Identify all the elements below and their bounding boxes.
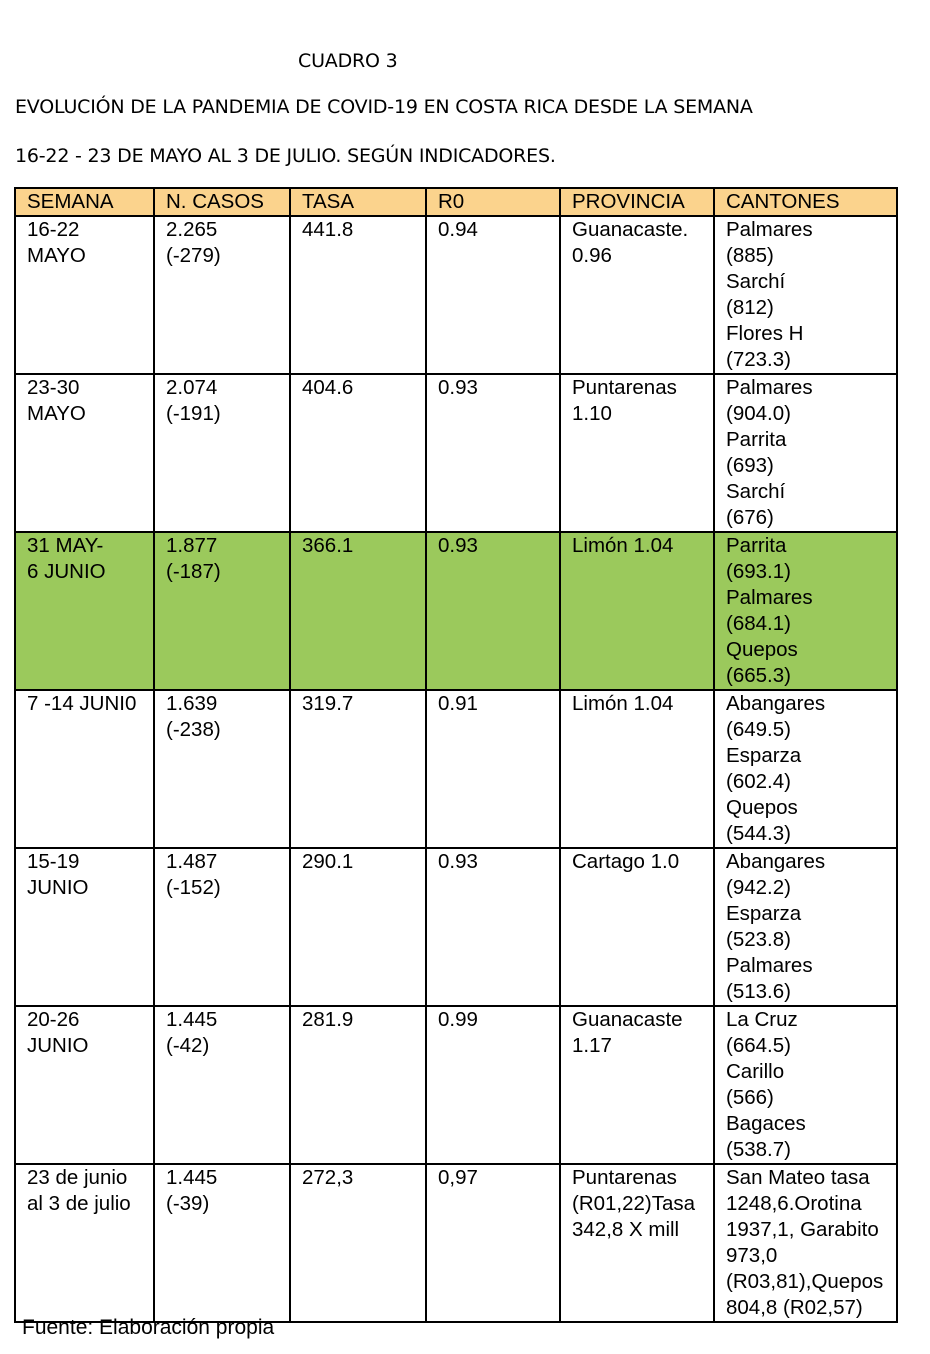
cell-semana: 20-26 JUNIO (15, 1006, 154, 1164)
cell-provincia: Limón 1.04 (560, 690, 714, 848)
cell-provincia: Guanacaste. 0.96 (560, 216, 714, 374)
cell-semana: 16-22 MAYO (15, 216, 154, 374)
cell-semana: 23 de junio al 3 de julio (15, 1164, 154, 1322)
cell-tasa: 319.7 (290, 690, 426, 848)
table-title-line-2: 16-22 - 23 DE MAYO AL 3 DE JULIO. SEGÚN INDICADORES. (15, 145, 556, 167)
cell-cantones: Abangares (942.2) Esparza (523.8) Palmares (513.6) (714, 848, 897, 1006)
cell-provincia: Puntarenas (R01,22)Tasa 342,8 X mill (560, 1164, 714, 1322)
cell-provincia: Puntarenas 1.10 (560, 374, 714, 532)
cell-tasa: 441.8 (290, 216, 426, 374)
table-row (15, 1006, 897, 1164)
cell-r0: 0.99 (426, 1006, 560, 1164)
cell-provincia: Guanacaste 1.17 (560, 1006, 714, 1164)
cell-r0: 0.93 (426, 848, 560, 1006)
table-row-highlighted (15, 532, 897, 690)
column-header-provincia: PROVINCIA (560, 188, 714, 216)
cell-casos: 2.265 (-279) (154, 216, 290, 374)
cell-cantones: La Cruz (664.5) Carillo (566) Bagaces (538.7) (714, 1006, 897, 1164)
cell-tasa: 290.1 (290, 848, 426, 1006)
cell-tasa: 272,3 (290, 1164, 426, 1322)
cell-casos: 1.445 (-39) (154, 1164, 290, 1322)
cell-cantones: San Mateo tasa 1248,6.Orotina 1937,1, Garabito 973,0 (R03,81),Quepos 804,8 (R02,57) (714, 1164, 897, 1322)
column-header-casos: N. CASOS (154, 188, 290, 216)
cell-semana: 31 MAY- 6 JUNIO (15, 532, 154, 690)
table-title-line-1: EVOLUCIÓN DE LA PANDEMIA DE COVID-19 EN COSTA RICA DESDE LA SEMANA (15, 96, 753, 118)
cell-provincia: Cartago 1.0 (560, 848, 714, 1006)
cell-semana: 15-19 JUNIO (15, 848, 154, 1006)
cell-tasa: 404.6 (290, 374, 426, 532)
cell-casos: 1.487 (-152) (154, 848, 290, 1006)
cell-casos: 1.639 (-238) (154, 690, 290, 848)
cell-r0: 0.91 (426, 690, 560, 848)
cell-casos: 1.445 (-42) (154, 1006, 290, 1164)
column-header-r0: R0 (426, 188, 560, 216)
cell-casos: 1.877 (-187) (154, 532, 290, 690)
covid-evolution-table (14, 187, 898, 1323)
cell-r0: 0,97 (426, 1164, 560, 1322)
table-row (15, 848, 897, 1006)
cell-cantones: Palmares (904.0) Parrita (693) Sarchí (676) (714, 374, 897, 532)
cell-semana: 7 -14 JUNI0 (15, 690, 154, 848)
cell-tasa: 366.1 (290, 532, 426, 690)
cell-casos: 2.074 (-191) (154, 374, 290, 532)
column-header-cantones: CANTONES (714, 188, 897, 216)
table-number: CUADRO 3 (298, 50, 398, 72)
column-header-semana: SEMANA (15, 188, 154, 216)
header-row (15, 188, 897, 216)
cell-cantones: Palmares (885) Sarchí (812) Flores H (723.3) (714, 216, 897, 374)
cell-provincia: Limón 1.04 (560, 532, 714, 690)
table-row (15, 1164, 897, 1322)
cell-r0: 0.93 (426, 532, 560, 690)
cell-r0: 0.93 (426, 374, 560, 532)
cell-cantones: Abangares (649.5) Esparza (602.4) Quepos (544.3) (714, 690, 897, 848)
cell-semana: 23-30 MAYO (15, 374, 154, 532)
cell-r0: 0.94 (426, 216, 560, 374)
cell-tasa: 281.9 (290, 1006, 426, 1164)
cell-cantones: Parrita (693.1) Palmares (684.1) Quepos (665.3) (714, 532, 897, 690)
table-row (15, 216, 897, 374)
column-header-tasa: TASA (290, 188, 426, 216)
source-note: Fuente: Elaboración propia (22, 1316, 275, 1339)
table-row (15, 690, 897, 848)
table-row (15, 374, 897, 532)
